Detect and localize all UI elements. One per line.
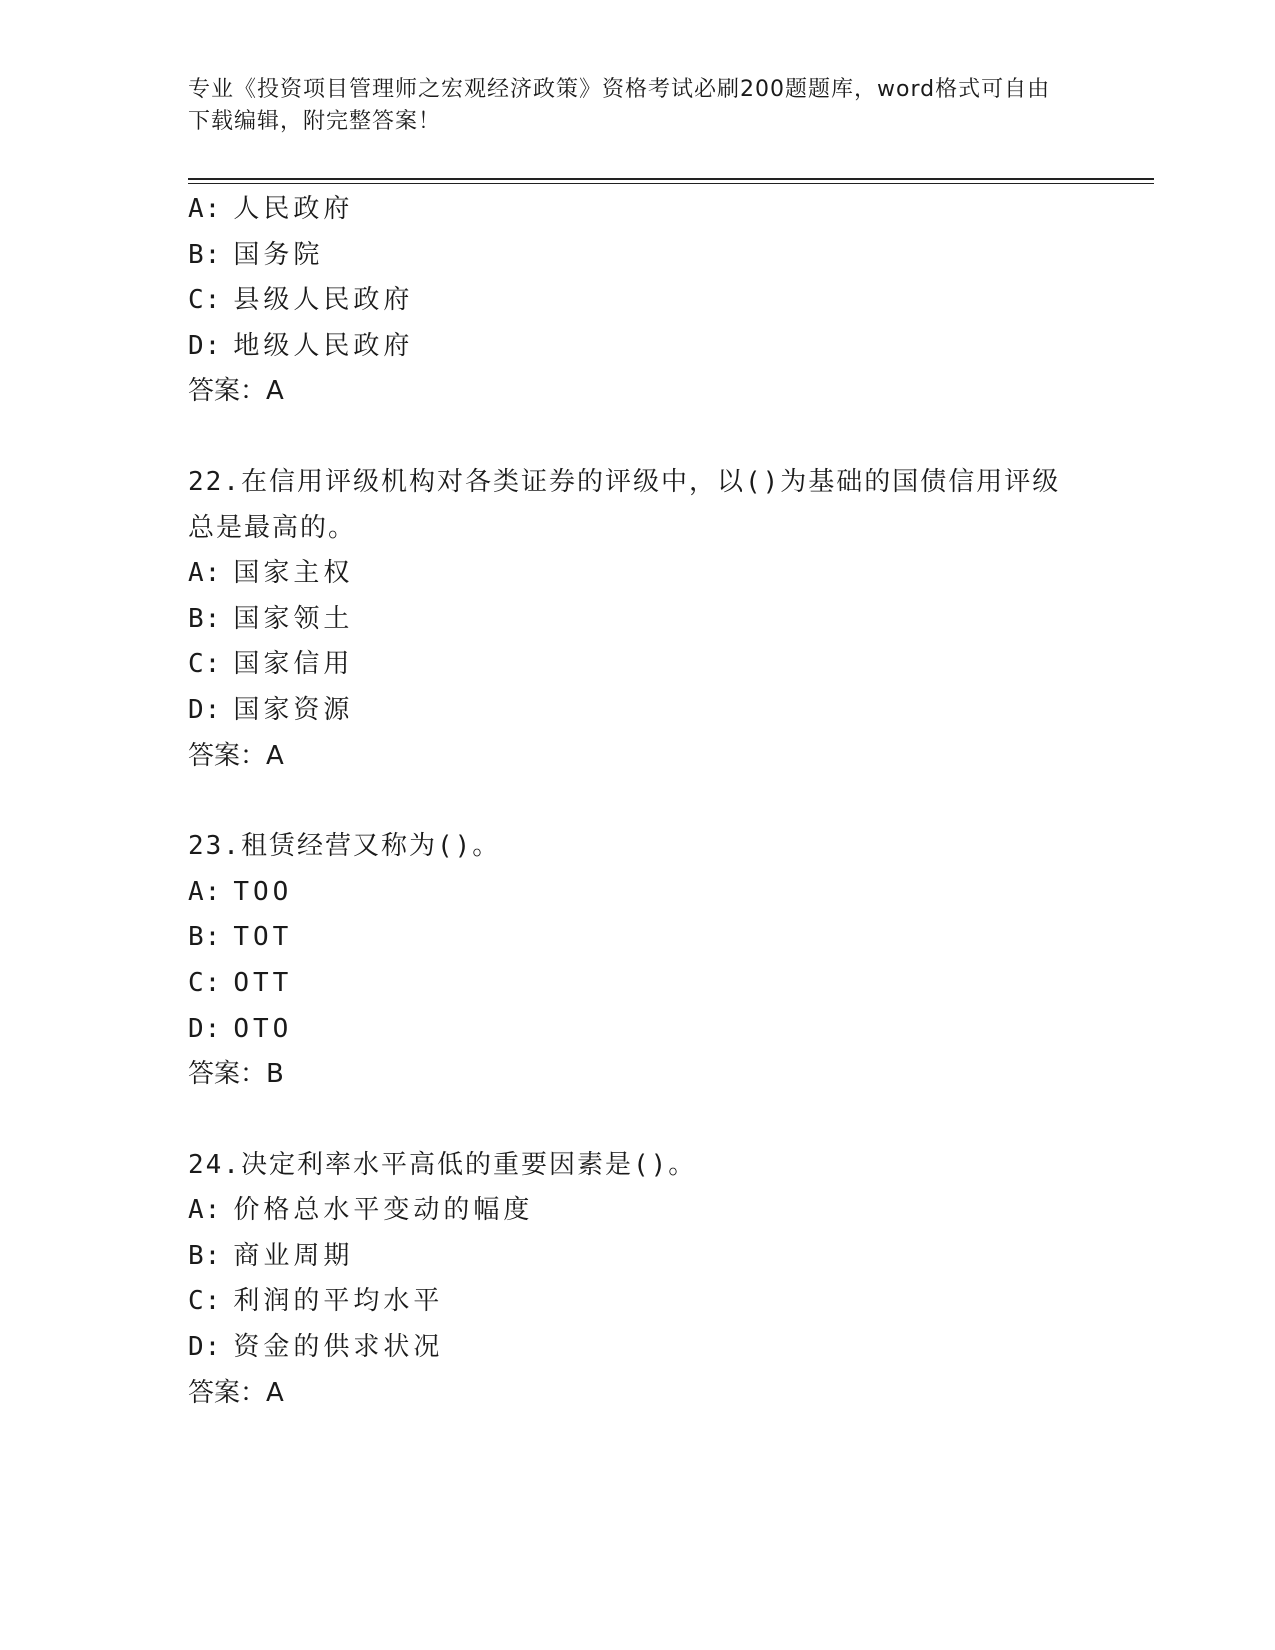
option-c — [188, 278, 1088, 324]
option-d — [188, 324, 1088, 370]
answer-line: 答案：B — [188, 1059, 284, 1090]
option-text: TOT — [233, 922, 293, 953]
option-text: 国家领土 — [233, 603, 354, 634]
option-text: 国家信用 — [233, 649, 354, 680]
option-label: A: — [188, 1195, 222, 1226]
option-text: 人民政府 — [233, 194, 354, 224]
option-label: A: — [188, 876, 222, 907]
option-b — [188, 915, 1088, 961]
option-label: D: — [188, 330, 222, 361]
question-block-22 — [188, 460, 1088, 779]
document-header: 专业《投资项目管理师之宏观经济政策》资格考试必刷200题题库，word格式可自由下载编辑，附完整答案！ — [188, 77, 1051, 134]
option-label: C: — [188, 967, 222, 998]
question-block-23 — [188, 824, 1088, 1098]
answer-line: 答案：A — [188, 376, 284, 407]
question-block-21 — [188, 187, 1088, 415]
option-b — [188, 597, 1088, 643]
option-b — [188, 1234, 1088, 1280]
option-text: 商业周期 — [233, 1240, 354, 1271]
option-c — [188, 642, 1088, 688]
question-text: 23.租赁经营又称为()。 — [188, 831, 501, 862]
question-list — [188, 187, 1088, 1416]
option-c — [188, 961, 1088, 1007]
option-a — [188, 551, 1088, 597]
header-divider-thin — [188, 183, 1154, 184]
option-label: C: — [188, 285, 222, 316]
option-text: 资金的供求状况 — [233, 1332, 444, 1363]
option-a — [188, 870, 1088, 916]
header-divider-thick — [188, 178, 1154, 180]
option-d — [188, 688, 1088, 734]
option-text: 地级人民政府 — [233, 330, 414, 361]
option-text: 利润的平均水平 — [233, 1286, 444, 1317]
option-label: B: — [188, 239, 222, 270]
option-label: D: — [188, 1013, 222, 1044]
question-text: 22.在信用评级机构对各类证券的评级中，以()为基础的国债信用评级总是最高的。 — [188, 466, 1061, 543]
option-label: B: — [188, 1240, 222, 1271]
option-label: B: — [188, 922, 222, 953]
option-text: OTO — [233, 1013, 293, 1044]
option-label: C: — [188, 1286, 222, 1317]
option-label: A: — [188, 194, 222, 224]
option-label: B: — [188, 603, 222, 634]
option-text: TOO — [233, 876, 293, 907]
option-text: 国家资源 — [233, 694, 354, 725]
option-label: A: — [188, 558, 222, 589]
question-text: 24.决定利率水平高低的重要因素是()。 — [188, 1149, 697, 1180]
option-c — [188, 1279, 1088, 1325]
option-d — [188, 1325, 1088, 1371]
option-d — [188, 1007, 1088, 1053]
answer-line: 答案：A — [188, 740, 284, 771]
option-text: 国家主权 — [233, 558, 354, 589]
question-block-24 — [188, 1143, 1088, 1417]
option-a — [188, 1188, 1088, 1234]
option-a — [188, 187, 1088, 233]
option-b — [188, 233, 1088, 279]
answer-line: 答案：A — [188, 1377, 284, 1408]
option-text: 价格总水平变动的幅度 — [233, 1195, 534, 1226]
option-label: D: — [188, 694, 222, 725]
option-text: OTT — [233, 967, 293, 998]
option-label: D: — [188, 1332, 222, 1363]
option-text: 国务院 — [233, 239, 324, 270]
option-text: 县级人民政府 — [233, 285, 414, 316]
option-label: C: — [188, 649, 222, 680]
